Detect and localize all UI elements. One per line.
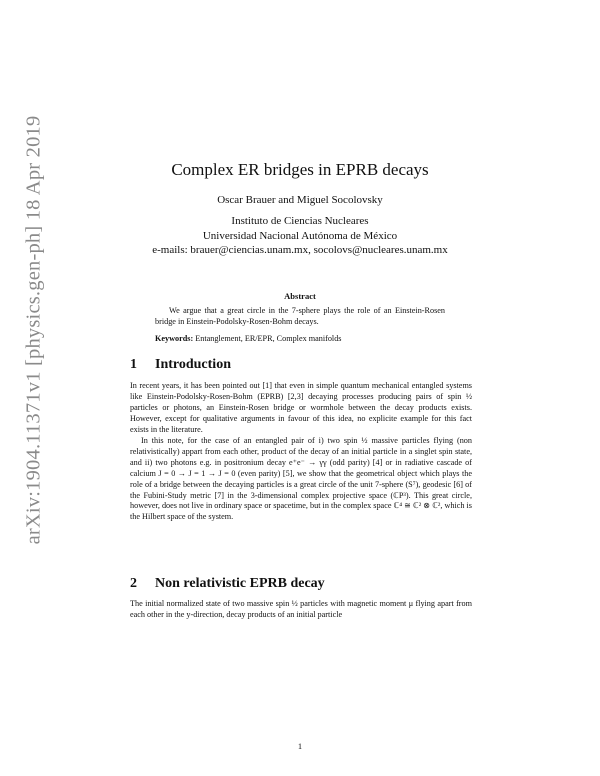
- arxiv-identifier: arXiv:1904.11371v1 [physics.gen-ph] 18 Apr 2019: [22, 115, 45, 545]
- authors: Oscar Brauer and Miguel Socolovsky: [217, 194, 383, 206]
- abstract-text: We argue that a great circle in the 7-sphere plays the role of an Einstein-Rosen bridge in Einstein-Podolsky-Rosen-Bohm decays.: [155, 306, 445, 326]
- introduction-paragraph-2: In this note, for the case of an entangled pair of i) two spin ½ massive particles flying (non relativistically) appart from each other, product of the decay of an initial particle in a singlet spin state, and ii) two photons e.g. in positronium decay e⁺e⁻ → γγ (odd parity) [4] or in radiative cascade of calcium J = 0 → J = 1 → J = 0 (even parity) [5], we show that the geometrical object which plays the role of a bridge between the decaying particles is a great circle of the unit 7-sphere (S⁷), geodesic [6] of the Fubini-Study metric [7] in the 3-dimensional complex projective space (ℂP³). This great circle, however, does not live in ordinary space or spacetime, but in the complex space ℂ⁴ ≅ ℂ² ⊗ ℂ², which is the Hilbert space of the system.: [130, 436, 472, 522]
- keywords-text: Entanglement, ER/EPR, Complex manifolds: [195, 334, 342, 343]
- epr-decay-paragraph-1: The initial normalized state of two massive spin ½ particles with magnetic moment μ flying apart from each other in the y-direction, decay products of an initial particle: [130, 599, 472, 619]
- keywords-label: Keywords:: [155, 334, 194, 343]
- affiliation-line-1: Instituto de Ciencias Nucleares: [231, 215, 369, 227]
- affiliation: [130, 214, 470, 258]
- section-number: 2: [130, 576, 137, 591]
- paper-title: Complex ER bridges in EPRB decays: [171, 160, 429, 179]
- introduction-paragraph-1: In recent years, it has been pointed out [1] that even in simple quantum mechanical entangled systems like Einstein-Podolsky-Rosen-Bohm (EPRB) [2,3] decaying processes producing pairs of spin ½ particles or photons, an Einstein-Rosen bridge or wormhole between the decay products exists. However, except for qualitative arguments in favour of this idea, no explicite example for this fact exists in the literature.: [130, 381, 472, 434]
- section-title: Introduction: [155, 357, 231, 372]
- section-number: 1: [130, 357, 137, 372]
- arxiv-sidebar-stamp: [22, 50, 46, 610]
- affiliation-emails: e-mails: brauer@ciencias.unam.mx, socolovs@nucleares.unam.mx: [152, 244, 448, 256]
- section-heading-epr-decay: [130, 576, 325, 592]
- abstract-heading: Abstract: [284, 291, 316, 301]
- affiliation-line-2: Universidad Nacional Autónoma de México: [202, 229, 398, 242]
- keywords: [155, 334, 455, 343]
- section-title: Non relativistic EPRB decay: [155, 576, 325, 591]
- page-number: 1: [297, 741, 303, 751]
- section-heading-introduction: [130, 357, 231, 373]
